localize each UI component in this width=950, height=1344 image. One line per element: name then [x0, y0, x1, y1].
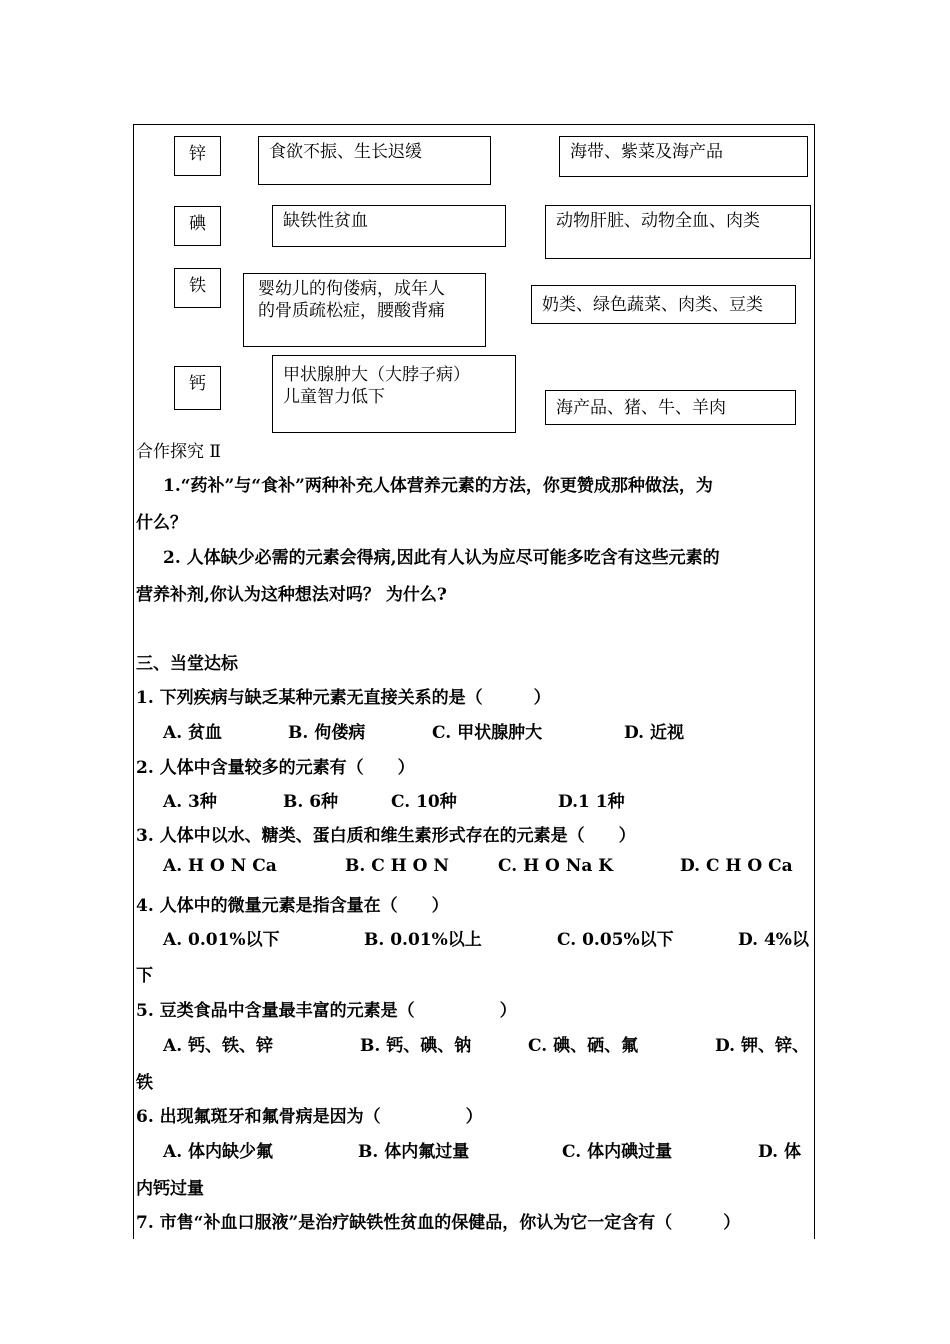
question-1: 1. 下列疾病与缺乏某种元素无直接关系的是（ ）: [136, 688, 551, 708]
element-box-iodine: 碘: [174, 206, 221, 246]
symptom-box-4: 甲状腺肿大（大脖子病） 儿童智力低下: [272, 355, 516, 433]
question-2: 2. 人体中含量较多的元素有（ ）: [136, 758, 415, 778]
section-title: 三、当堂达标: [136, 654, 238, 674]
coop-q2-line1: 2. 人体缺少必需的元素会得病,因此有人认为应尽可能多吃含有这些元素的: [163, 548, 720, 568]
element-box-iron: 铁: [174, 268, 221, 308]
q5-option-d-wrap: 铁: [136, 1073, 153, 1093]
q5-option-b: B. 钙、碘、钠: [360, 1036, 472, 1056]
symptom-box-2: 缺铁性贫血: [272, 205, 506, 247]
q2-option-d: D.1 1种: [558, 792, 625, 812]
symptom-box-1: 食欲不振、生长迟缓: [258, 136, 491, 185]
q4-option-d: D. 4%以: [738, 930, 809, 950]
q3-option-c: C. H O Na K: [498, 856, 614, 876]
coop-title: 合作探究 Ⅱ: [136, 442, 221, 462]
q3-option-b: B. C H O N: [345, 856, 449, 876]
element-box-calcium: 钙: [174, 366, 221, 410]
q3-option-a: A. H O N Ca: [163, 856, 277, 876]
q3-option-d: D. C H O Ca: [680, 856, 793, 876]
q6-option-d-wrap: 内钙过量: [136, 1179, 204, 1199]
q2-option-a: A. 3种: [163, 792, 217, 812]
coop-q1-line1: 1.“药补”与“食补”两种补充人体营养元素的方法，你更赞成那种做法，为: [163, 476, 713, 496]
q6-option-c: C. 体内碘过量: [562, 1142, 673, 1162]
food-box-2: 动物肝脏、动物全血、肉类: [545, 205, 811, 259]
food-box-1: 海带、紫菜及海产品: [559, 136, 808, 177]
q1-option-c: C. 甲状腺肿大: [432, 723, 543, 743]
q6-option-b: B. 体内氟过量: [358, 1142, 470, 1162]
q4-option-d-wrap: 下: [136, 966, 153, 986]
coop-q2-line2: 营养补剂,你认为这种想法对吗？ 为什么?: [136, 585, 447, 605]
element-box-zinc: 锌: [174, 136, 221, 176]
q4-option-a: A. 0.01%以下: [163, 930, 280, 950]
q4-option-c: C. 0.05%以下: [557, 930, 674, 950]
food-box-3: 奶类、绿色蔬菜、肉类、豆类: [531, 285, 796, 324]
q2-option-b: B. 6种: [283, 792, 339, 812]
q1-option-d: D. 近视: [624, 723, 684, 743]
question-6: 6. 出现氟斑牙和氟骨病是因为（ ）: [136, 1107, 483, 1127]
coop-q1-line2: 什么？: [136, 513, 187, 533]
question-4: 4. 人体中的微量元素是指含量在（ ）: [136, 896, 449, 916]
q6-option-a: A. 体内缺少氟: [163, 1142, 274, 1162]
symptom-box-3: 婴幼儿的佝偻病，成年人 的骨质疏松症，腰酸背痛: [243, 273, 486, 347]
food-box-4: 海产品、猪、牛、羊肉: [545, 390, 796, 425]
question-7: 7. 市售“补血口服液”是治疗缺铁性贫血的保健品，你认为它一定含有（ ）: [136, 1213, 741, 1233]
q5-option-d: D. 钾、锌、: [715, 1036, 809, 1056]
question-3: 3. 人体中以水、糖类、蛋白质和维生素形式存在的元素是（ ）: [136, 826, 636, 846]
q1-option-a: A. 贫血: [163, 723, 223, 743]
q1-option-b: B. 佝偻病: [288, 723, 366, 743]
q2-option-c: C. 10种: [391, 792, 457, 812]
q5-option-c: C. 碘、硒、氟: [528, 1036, 639, 1056]
q6-option-d: D. 体: [758, 1142, 801, 1162]
question-5: 5. 豆类食品中含量最丰富的元素是（ ）: [136, 1001, 517, 1021]
q5-option-a: A. 钙、铁、锌: [163, 1036, 274, 1056]
q4-option-b: B. 0.01%以上: [364, 930, 482, 950]
